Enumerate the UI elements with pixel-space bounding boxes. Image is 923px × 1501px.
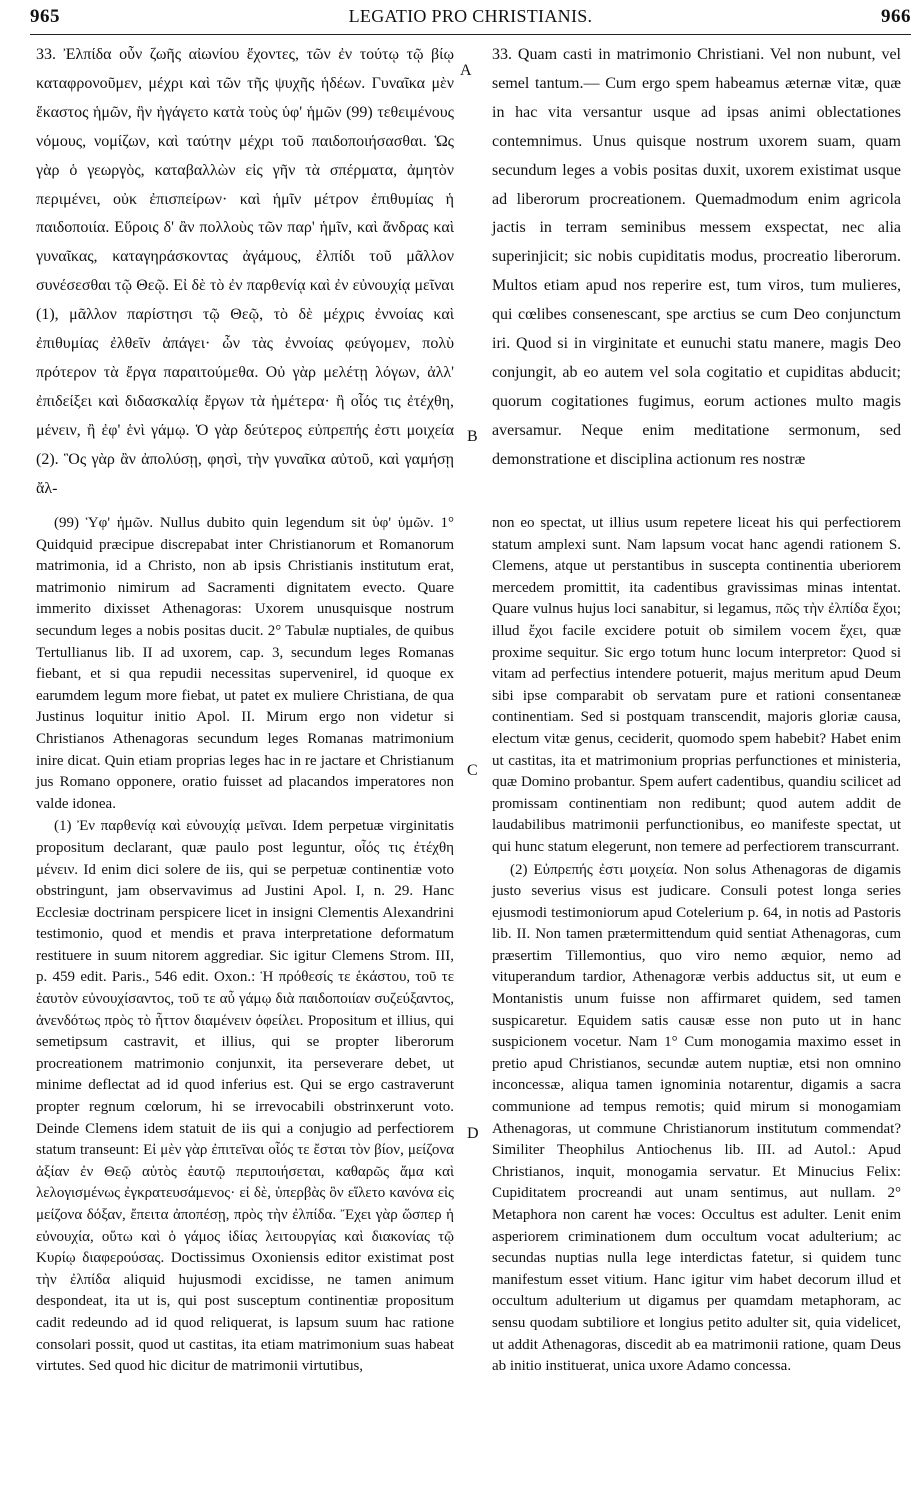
footnote-2: (2) Εὐπρεπής ἐστι μοιχεία. Non solus Athenagoras de digamis justo severius visus est judicare. Consuli potest longa series ejusmodi testimoniorum apud Cotelerium p. 64, in notis ad Pastoris lib. II. Non tamen prætermittendum quid sentiat Athenagoras, cum præsertim Tillemontius, quo viro nemo æquior, nemo ad vituperandum tardior, Athenagoræ verbis adductus sit, ut eum e Montanistis unum fuisse non affirmaret quidem, sed tamen suspicaretur. Equidem satis causæ esse non puto ut in hanc suspicionem vocetur. Nam 1° Cum monogamia maximo esset in pretio apud Christianos, secundæ autem nuptiæ, etsi non omnino inconcessæ, aliqua tamen ignominia notarentur, digamis a sacra communione ad tempus remotis; quid mirum si monogamiam Athenagoras, ut commune Christianorum institutum commendat? Similiter Theophilus Antiochenus lib. III. ad Autol.: Apud Christianos, inquit, monogamia servatur. Et Minucius Felix: Cupiditatem procreandi aut unam sentimus, aut nullam. 2° Metaphora non carent hæ voces: Occultus est adulter. Lenit enim asperiorem criminationem dum occultum vocat adulterium; ac secundas nuptias nulla lege interdictas fatetur, si quidem tunc manifestum esset vitium. Hanc igitur vim habet decorum illud et occultum adulterium ut digamus per quamdam metaphoram, ac sensu quodam subtiliore et longius petito adulter sit, quia videlicet, ut addit Athenagoras, discedit ab ea matrimonii ratione, quam Deus ab initio instituerat, unica uxore Adamo concessa. — [492, 861, 901, 1375]
latin-main-text — [492, 41, 901, 475]
page-number-right: 966 — [881, 6, 911, 27]
greek-paragraph: 33. Ἐλπίδα οὖν ζωῆς αἰωνίου ἔχοντες, τῶν ἐν τούτῳ τῷ βίῳ καταφρονοῦμεν, μέχρι καὶ τῶν τῆς ψυχῆς ἡδέων. Γυναῖκα μὲν ἕκαστος ἡμῶν, ἣν ἠγάγετο κατὰ τοὺς ὑφ' ἡμῶν (99) τεθειμένους νόμους, νομίζων, καὶ ταύτην μέχρι τοῦ παιδοποιήσασθαι. Ὡς γὰρ ὁ γεωργὸς, καταβαλλὼν εἰς γῆν τὰ σπέρματα, ἀμητὸν περιμένει, οὐκ ἐπισπείρων· καὶ ἡμῖν μέτρον ἐπιθυμίας ἡ παιδοποιία. Εὕροις δ' ἂν πολλοὺς τῶν παρ' ἡμῖν, καὶ ἄνδρας καὶ γυναῖκας, καταγηράσκοντας ἀγάμους, ἐλπίδι τοῦ μᾶλλον συνέσεσθαι τῷ Θεῷ. Εἰ δὲ τὸ ἐν παρθενίᾳ καὶ ἐν εὐνουχίᾳ μεῖναι (1), μᾶλλον παρίστησι τῷ Θεῷ, τὸ δὲ μέχρις ἐννοίας καὶ ἐπιθυμίας ἐλθεῖν ἀπάγει· ὧν τὰς ἐννοίας φεύγομεν, πολὺ πρότερον τὰ ἔργα παραιτούμεθα. Οὐ γὰρ μελέτῃ λόγων, ἀλλ' ἐπιδείξει καὶ διδασκαλίᾳ ἔργων τὰ ἡμέτερα· ἢ οἷός τις ἐτέχθη, μένειν, ἢ ἐφ' ἑνὶ γάμῳ. Ὁ γὰρ δεύτερος εὐπρεπής ἐστι μοιχεία (2). Ὃς γὰρ ἂν ἀπολύσῃ, φησὶ, τὴν γυναῖκα αὐτοῦ, καὶ γαμήσῃ ἄλ- — [36, 46, 454, 497]
footnotes-left-column — [36, 513, 454, 1378]
greek-main-text — [36, 41, 454, 504]
footnotes-right-column — [492, 513, 901, 1378]
page-number-left: 965 — [30, 6, 60, 27]
margin-letter-d: D — [467, 1125, 479, 1142]
running-head — [30, 6, 911, 36]
margin-letter-a: A — [460, 62, 472, 79]
footnote-1-continued: non eo spectat, ut illius usum repetere liceat his qui perfectiorem statum amplexi sunt. Nam lapsum vocat hanc agendi rationem S. Clemens, atque ut perstantibus in suscepta continentia uberiorem mercedem promittit, ita cadentibus gravissimas minas intentat. Quare vulnus hujus loci sanabitur, si legamus, πῶς τὴν ἐλπίδα ἔχοι; illud ἔχοι facile excidere potuit ob similem vocem ἔχει, quæ proxime sequitur. Sic ergo totum hunc locum interpretor: Quod si vitam ad perfectius intendere potuerit, majus meritum apud Deum sibi ipse comparabit ob servatam pure et rationi consentaneæ continentiam. Sed si postquam transcendit, majoris gloriæ causa, electum vitæ genus, ceciderit, quomodo spem habebit? Habet enim ut castitas, ita et matrimonium proprias perfunctiones et ministeria, quæ Domino probantur. Spem aufert cadentibus, quandiu scilicet ad promissam continentiam non redibunt; quod autem addit de laudabilibus matrimonii perfunctionibus, eo manifeste spectat, ut qui hunc statum elegerunt, non temere ad perfectiorem transcurrant. — [492, 515, 901, 855]
latin-paragraph: 33. Quam casti in matrimonio Christiani. Vel non nubunt, vel semel tantum.— Cum ergo spem habeamus æternæ vitæ, quæ in hac vita versantur usque ad ipsas animi oblectationes contemnimus. Unus quisque nostrum uxorem suam, quam secundum leges a vobis positas duxit, uxorem existimat usque ad liberorum procreationem. Quemadmodum enim agricola jactis in terram seminibus messem exspectat, nec alia superinjicit; sic nobis cupiditatis modus, procreatio liberorum. Multos etiam apud nos reperire est, tum viros, tum mulieres, qui cœlibes consenescant, spe arctius se cum Deo conjunctum iri. Quod si in virginitate et eunuchi statu manere, magis Deo conjungit, ab eo autem vel sola cogitatio et cupiditas abducit; quorum cogitationes fugimus, eorum actiones multo magis aversamur. Neque enim meditatione sermonum, sed demonstratione et disciplina actionum res nostræ — [492, 46, 901, 468]
margin-letter-c: C — [467, 762, 478, 779]
header-rule — [30, 34, 911, 35]
footnote-99: (99) Ὑφ' ἡμῶν. Nullus dubito quin legendum sit ὑφ' ὑμῶν. 1° Quidquid præcipue discrepabat inter Christianorum et Romanorum matrimonia, id a Christo, non ab ipsis Christianis institutum erat, matrimonio nimirum ad Sacramenti dignitatem evecto. Quare immerito dixisset Athenagoras: Uxorem unusquisque nostrum secundum leges a nobis positas ducit. 2° Tabulæ nuptiales, de quibus Tertullianus lib. II ad uxorem, cap. 3, secundum leges Romanas fiebant, et si qua repudii necessitas supervenirel, id quoque ex earumdem legum more fiebat, ut patet ex muliere Christiana, de qua Justinus loquitur initio Apol. II. Mirum ergo non videtur si Christianos Athenagoras secundum leges Romanas matrimonium inire dicat. Quin etiam proprias leges hac in re jactare et Christianum jus Romano opponere, oratio fuisset ad placandos imperatores non valde idonea. — [36, 515, 454, 812]
margin-letter-b: B — [467, 428, 478, 445]
running-title: LEGATIO PRO CHRISTIANIS. — [348, 6, 593, 26]
footnote-1: (1) Ἐν παρθενίᾳ καὶ εὐνουχίᾳ μεῖναι. Idem perpetuæ virginitatis propositum declarant, quæ paulo post leguntur, οἷός τις ἐτέχθη μένειν. Id enim dici solere de iis, qui se perpetuæ continentiæ voto obstringunt, jam observavimus ad Justini Apol. I, n. 29. Hanc Ecclesiæ doctrinam perspicere licet in insigni Clementis Alexandrini testimonio, quod et mendis et prava interpretatione deformatum restituere in suum nitorem aggrediar. Sic igitur Clemens Strom. III, p. 459 edit. Paris., 546 edit. Oxon.: Ἡ πρόθεσίς τε ἑκάστου, τοῦ τε ἑαυτὸν εὐνουχίσαντος, τοῦ τε αὖ γάμῳ διὰ παιδοποιίαν συζεύξαντος, ἀνενδότως πρὸς τὸ ἧττον διαμένειν ὀφείλει. Propositum et illius, qui semetipsum castravit, et illius, qui se propter liberorum procreationem matrimonio conjunxit, ita perseverare debet, ut minime deflectat ad id quod inferius est. Qui se ergo castraverunt propter regnum cœlorum, hi se irrevocabili obstrinxerunt voto. Deinde Clemens idem statuit de iis qui a conjugio ad perfectiorem statum transeunt: Εἰ μὲν γὰρ ἐπιτεῖναι οἷός τε ἔσται τὸν βίον, μείζονα ἀξίαν ἐν Θεῷ αὑτὸς ἑαυτῷ περιποιήσεται, καθαρῶς ἅμα καὶ λελογισμένως ἐγκρατευσάμενος· εἰ δὲ, ὑπερβὰς ὃν εἵλετο κανόνα εἰς μείζονα δόξαν, ἔπειτα ἀποπέσῃ, πρὸς τὴν ἐλπίδα. Ἔχει γὰρ ὥσπερ ἡ εὐνουχία, οὕτω καὶ ὁ γάμος ἰδίας λειτουργίας καὶ διακονίας τῷ Κυρίῳ διαφερούσας. Doctissimus Oxoniensis editor existimat post τὴν ἐλπίδα aliquid hujusmodi excidisse, ne tamen animum despondeat, ita ut is, qui post susceptum continentiæ propositum cadit redeundo ad id quod reliquerat, is lapsum suum hac ratione consolari possit, quod ut castitas, ita etiam matrimonium suas habeat virtutes. Sed quod hic dicitur de matrimonii virtutibus, — [36, 818, 454, 1375]
